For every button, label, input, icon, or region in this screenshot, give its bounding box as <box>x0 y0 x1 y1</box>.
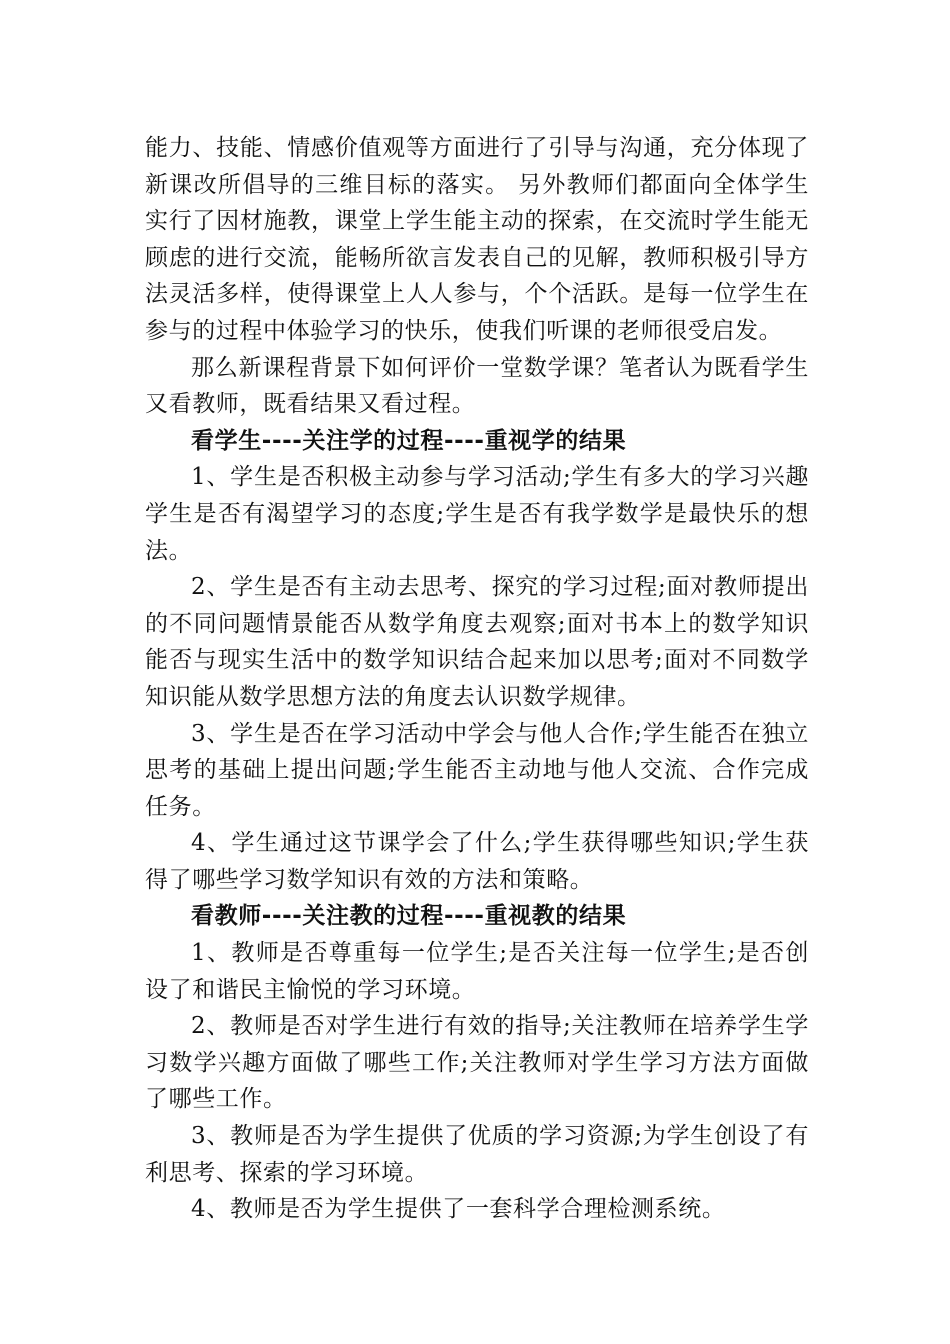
section-heading-students: 看学生----关注学的过程----重视学的结果 <box>191 427 627 454</box>
student-point-2: 2、学生是否有主动去思考、探究的学习过程;面对教师提出的不同问题情景能否从数学角度去观察;面对书本上的数学知识能否与现实生活中的数学知识结合起来加以思考;面对不同数学知识能从数学思想方法的角度去认识数学规律。 <box>145 574 809 710</box>
teacher-point-3: 3、教师是否为学生提供了优质的学习资源;为学生创设了有利思考、探索的学习环境。 <box>145 1123 809 1186</box>
section-heading-teachers: 看教师----关注教的过程----重视教的结果 <box>191 903 627 930</box>
teacher-point-4: 4、教师是否为学生提供了一套科学合理检测系统。 <box>191 1196 726 1223</box>
document-body <box>145 130 809 1228</box>
student-point-3: 3、学生是否在学习活动中学会与他人合作;学生能否在独立思考的基础上提出问题;学生能否主动地与他人交流、合作完成任务。 <box>145 720 809 820</box>
student-point-1: 1、学生是否积极主动参与学习活动;学生有多大的学习兴趣学生是否有渴望学习的态度;学生是否有我学数学是最快乐的想法。 <box>145 464 809 564</box>
student-point-4: 4、学生通过这节课学会了什么;学生获得哪些知识;学生获得了哪些学习数学知识有效的方法和策略。 <box>145 830 809 893</box>
teacher-point-1: 1、教师是否尊重每一位学生;是否关注每一位学生;是否创设了和谐民主愉悦的学习环境。 <box>145 940 809 1003</box>
question-paragraph: 那么新课程背景下如何评价一堂数学课？笔者认为既看学生又看教师，既看结果又看过程。 <box>145 354 809 418</box>
teacher-point-2: 2、教师是否对学生进行有效的指导;关注教师在培养学生学习数学兴趣方面做了哪些工作;关注教师对学生学习方法方面做了哪些工作。 <box>145 1013 809 1113</box>
intro-paragraph: 能力、技能、情感价值观等方面进行了引导与沟通，充分体现了新课改所倡导的三维目标的落实。 另外教师们都面向全体学生实行了因材施教，课堂上学生能主动的探索，在交流时学生能无顾虑的进行交流，能畅所欲言发表自己的见解，教师积极引导方法灵活多样，使得课堂上人人参与，个个活跃。是每一位学生在参与的过程中体验学习的快乐，使我们听课的老师很受启发。 <box>145 135 809 344</box>
